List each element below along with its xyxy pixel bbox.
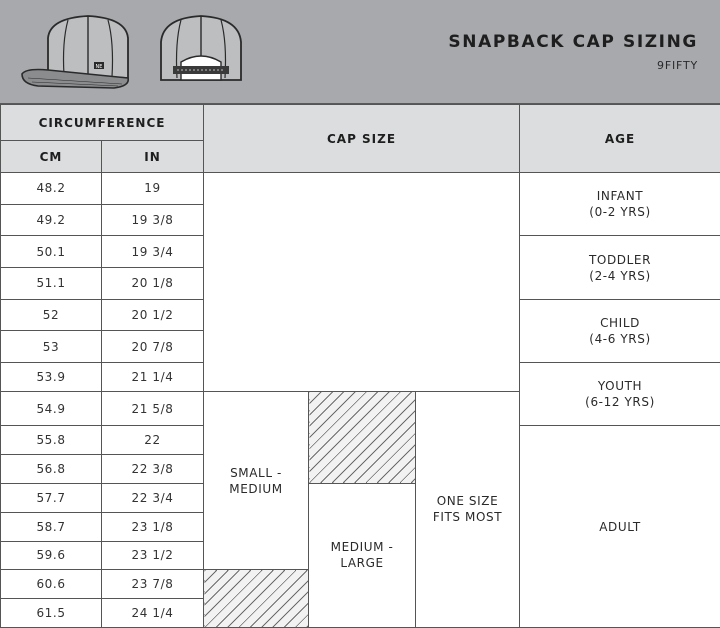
cm-header: CM	[1, 141, 102, 173]
in-cell: 22	[102, 426, 204, 455]
age-toddler-label: TODDLER	[588, 252, 652, 267]
size-one-size	[416, 391, 520, 627]
in-cell: 22 3/8	[102, 455, 204, 484]
age-adult: ADULT	[520, 426, 720, 628]
in-cell: 19 3/8	[102, 204, 204, 236]
cm-cell: 59.6	[1, 541, 102, 570]
page-title: SNAPBACK CAP SIZING	[448, 32, 698, 52]
circumference-header: CIRCUMFERENCE	[1, 105, 204, 141]
size-one-size-line2: FITS MOST	[432, 510, 503, 525]
age-toddler	[520, 236, 720, 299]
header-banner	[0, 0, 720, 104]
in-cell: 21 5/8	[102, 391, 204, 426]
cm-cell: 56.8	[1, 455, 102, 484]
age-header: AGE	[520, 105, 720, 173]
size-medium-large-line1: MEDIUM -	[330, 540, 394, 555]
age-youth	[520, 363, 720, 426]
cm-cell: 50.1	[1, 236, 102, 268]
in-cell: 23 7/8	[102, 570, 204, 599]
cm-cell: 57.7	[1, 483, 102, 512]
size-one-size-line1: ONE SIZE	[436, 494, 499, 509]
in-cell: 20 1/8	[102, 268, 204, 300]
cm-cell: 48.2	[1, 173, 102, 205]
age-infant-label: INFANT	[596, 189, 644, 204]
size-small-medium-line2: MEDIUM	[229, 481, 283, 496]
in-cell: 22 3/4	[102, 483, 204, 512]
age-youth-label: YOUTH	[597, 379, 643, 394]
size-small-medium-line1: SMALL -	[230, 465, 282, 480]
cm-cell: 54.9	[1, 391, 102, 426]
size-medium-large-line2: LARGE	[340, 556, 384, 571]
in-cell: 23 1/8	[102, 512, 204, 541]
size-small-medium	[204, 391, 309, 570]
cm-cell: 53.9	[1, 363, 102, 392]
in-cell: 19	[102, 173, 204, 205]
in-cell: 23 1/2	[102, 541, 204, 570]
svg-text:NE: NE	[95, 64, 103, 70]
in-cell: 20 7/8	[102, 331, 204, 363]
cap-size-header: CAP SIZE	[204, 105, 520, 173]
hatch-area	[204, 570, 309, 628]
cm-cell: 55.8	[1, 426, 102, 455]
age-youth-range: (6-12 YRS)	[585, 395, 655, 410]
age-child-range: (4-6 YRS)	[589, 331, 651, 346]
cm-cell: 53	[1, 331, 102, 363]
cm-cell: 61.5	[1, 599, 102, 628]
size-chart-table	[0, 104, 720, 628]
cap-back-icon	[155, 12, 247, 90]
cap-front-icon	[18, 12, 148, 90]
age-child-label: CHILD	[600, 315, 640, 330]
cm-cell: 52	[1, 299, 102, 331]
age-child	[520, 299, 720, 362]
age-infant-range: (0-2 YRS)	[589, 205, 651, 220]
in-cell: 24 1/4	[102, 599, 204, 628]
hatch-area	[309, 391, 416, 483]
age-infant	[520, 173, 720, 236]
cm-cell: 58.7	[1, 512, 102, 541]
in-cell: 20 1/2	[102, 299, 204, 331]
cap-size-empty	[204, 173, 520, 392]
in-header: IN	[102, 141, 204, 173]
cm-cell: 60.6	[1, 570, 102, 599]
in-cell: 21 1/4	[102, 363, 204, 392]
size-medium-large	[309, 483, 416, 627]
age-toddler-range: (2-4 YRS)	[589, 268, 651, 283]
cm-cell: 49.2	[1, 204, 102, 236]
in-cell: 19 3/4	[102, 236, 204, 268]
cm-cell: 51.1	[1, 268, 102, 300]
page-subtitle: 9FIFTY	[657, 59, 698, 72]
